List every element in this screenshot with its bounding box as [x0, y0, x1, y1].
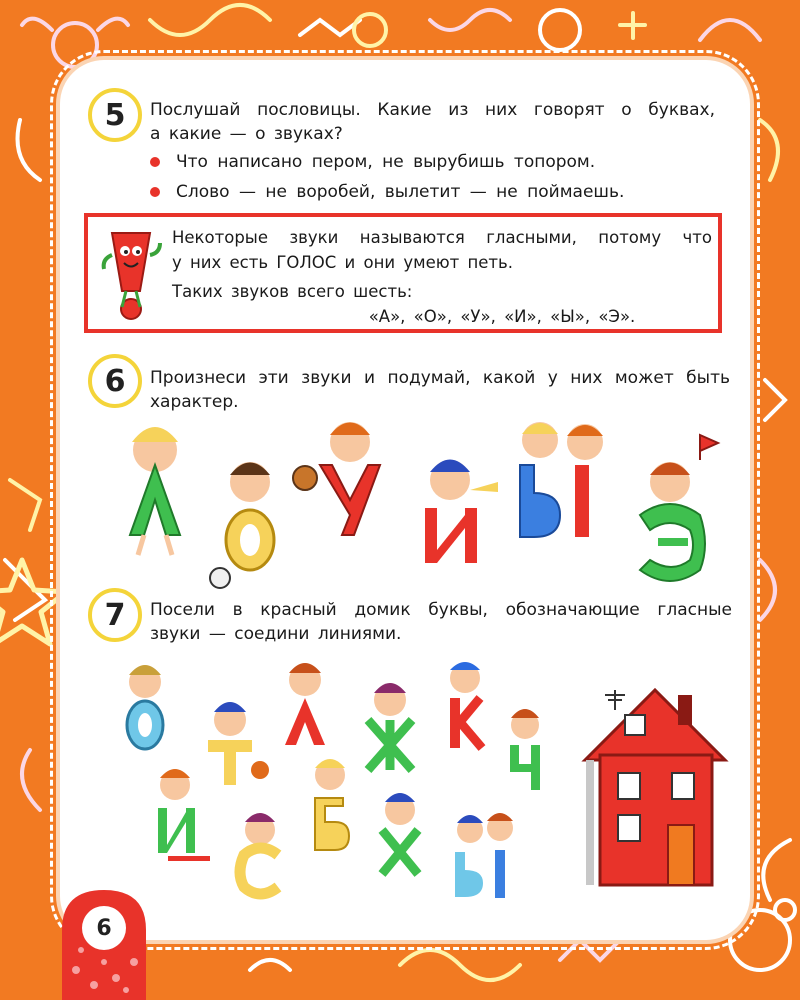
rule-line-2: у них есть ГОЛОС и они умеют петь.	[172, 253, 513, 272]
task6-text	[150, 366, 730, 414]
letter-character-i	[425, 460, 498, 564]
letter-character-s-small	[240, 813, 278, 894]
task7-number-badge	[88, 588, 142, 642]
task7-number: 7	[104, 597, 126, 633]
task6-line-2: характер.	[150, 392, 239, 412]
task6-number: 6	[104, 363, 126, 399]
task7-text	[150, 598, 732, 646]
horn-icon	[470, 482, 498, 492]
letter-characters-group	[110, 660, 550, 900]
letter-character-zh-small	[368, 683, 412, 770]
letter-character-y	[520, 422, 603, 537]
page-number: 6	[82, 906, 126, 950]
task5-number-badge	[88, 88, 142, 142]
task7-line-1: Посели в красный домик буквы, обозначающие гласные	[150, 600, 732, 620]
letter-character-i-small	[158, 769, 210, 861]
skateboard-icon	[168, 856, 210, 861]
task7-line-2: звуки — соедини линиями.	[150, 624, 402, 644]
letter-character-a-small	[285, 663, 325, 745]
proverb-item	[150, 177, 710, 207]
red-house-icon	[580, 685, 730, 895]
proverb-item	[150, 147, 710, 177]
letter-character-a	[130, 427, 180, 555]
letter-character-t-small	[208, 702, 269, 785]
letter-character-ch-small	[510, 709, 540, 790]
exclamation-mascot-icon	[98, 225, 164, 325]
letter-character-e	[640, 435, 718, 581]
rule-sounds: «А», «О», «У», «И», «Ы», «Э».	[368, 307, 636, 326]
proverb-text: Слово — не воробей, вылетит — не поймаешь.	[176, 182, 625, 202]
task5-number: 5	[104, 97, 126, 133]
flag-icon	[700, 435, 718, 460]
rule-line-3: Таких звуков всего шесть:	[172, 282, 413, 301]
bullet-dot-icon	[150, 187, 160, 197]
rule-text	[172, 225, 712, 329]
proverb-text: Что написано пером, не вырубишь топором.	[176, 152, 596, 172]
letter-character-k-small	[450, 662, 482, 748]
task5-proverbs	[150, 147, 710, 207]
letter-character-o	[210, 462, 274, 588]
basket-icon	[251, 761, 269, 779]
task6-line-1: Произнеси эти звуки и подумай, какой у них может быть	[150, 368, 730, 388]
rule-box	[84, 213, 722, 333]
task6-number-badge	[88, 354, 142, 408]
letter-character-y-small	[455, 813, 513, 898]
rule-line-1: Некоторые звуки называются гласными, потому что	[172, 228, 712, 247]
task5-line-1: Послушай пословицы. Какие из них говорят о буквах,	[150, 100, 715, 120]
task5-text	[150, 98, 715, 146]
letter-character-kh-small	[382, 793, 418, 874]
letter-character-o-small	[127, 665, 163, 749]
letter-character-b-small	[315, 759, 349, 850]
door-icon	[668, 825, 694, 885]
ball-icon	[293, 466, 317, 490]
vowel-characters	[110, 420, 730, 590]
letter-character-u	[293, 422, 380, 535]
bullet-dot-icon	[150, 157, 160, 167]
ball-icon	[210, 568, 230, 588]
task5-line-2: а какие — о звуках?	[150, 124, 343, 144]
